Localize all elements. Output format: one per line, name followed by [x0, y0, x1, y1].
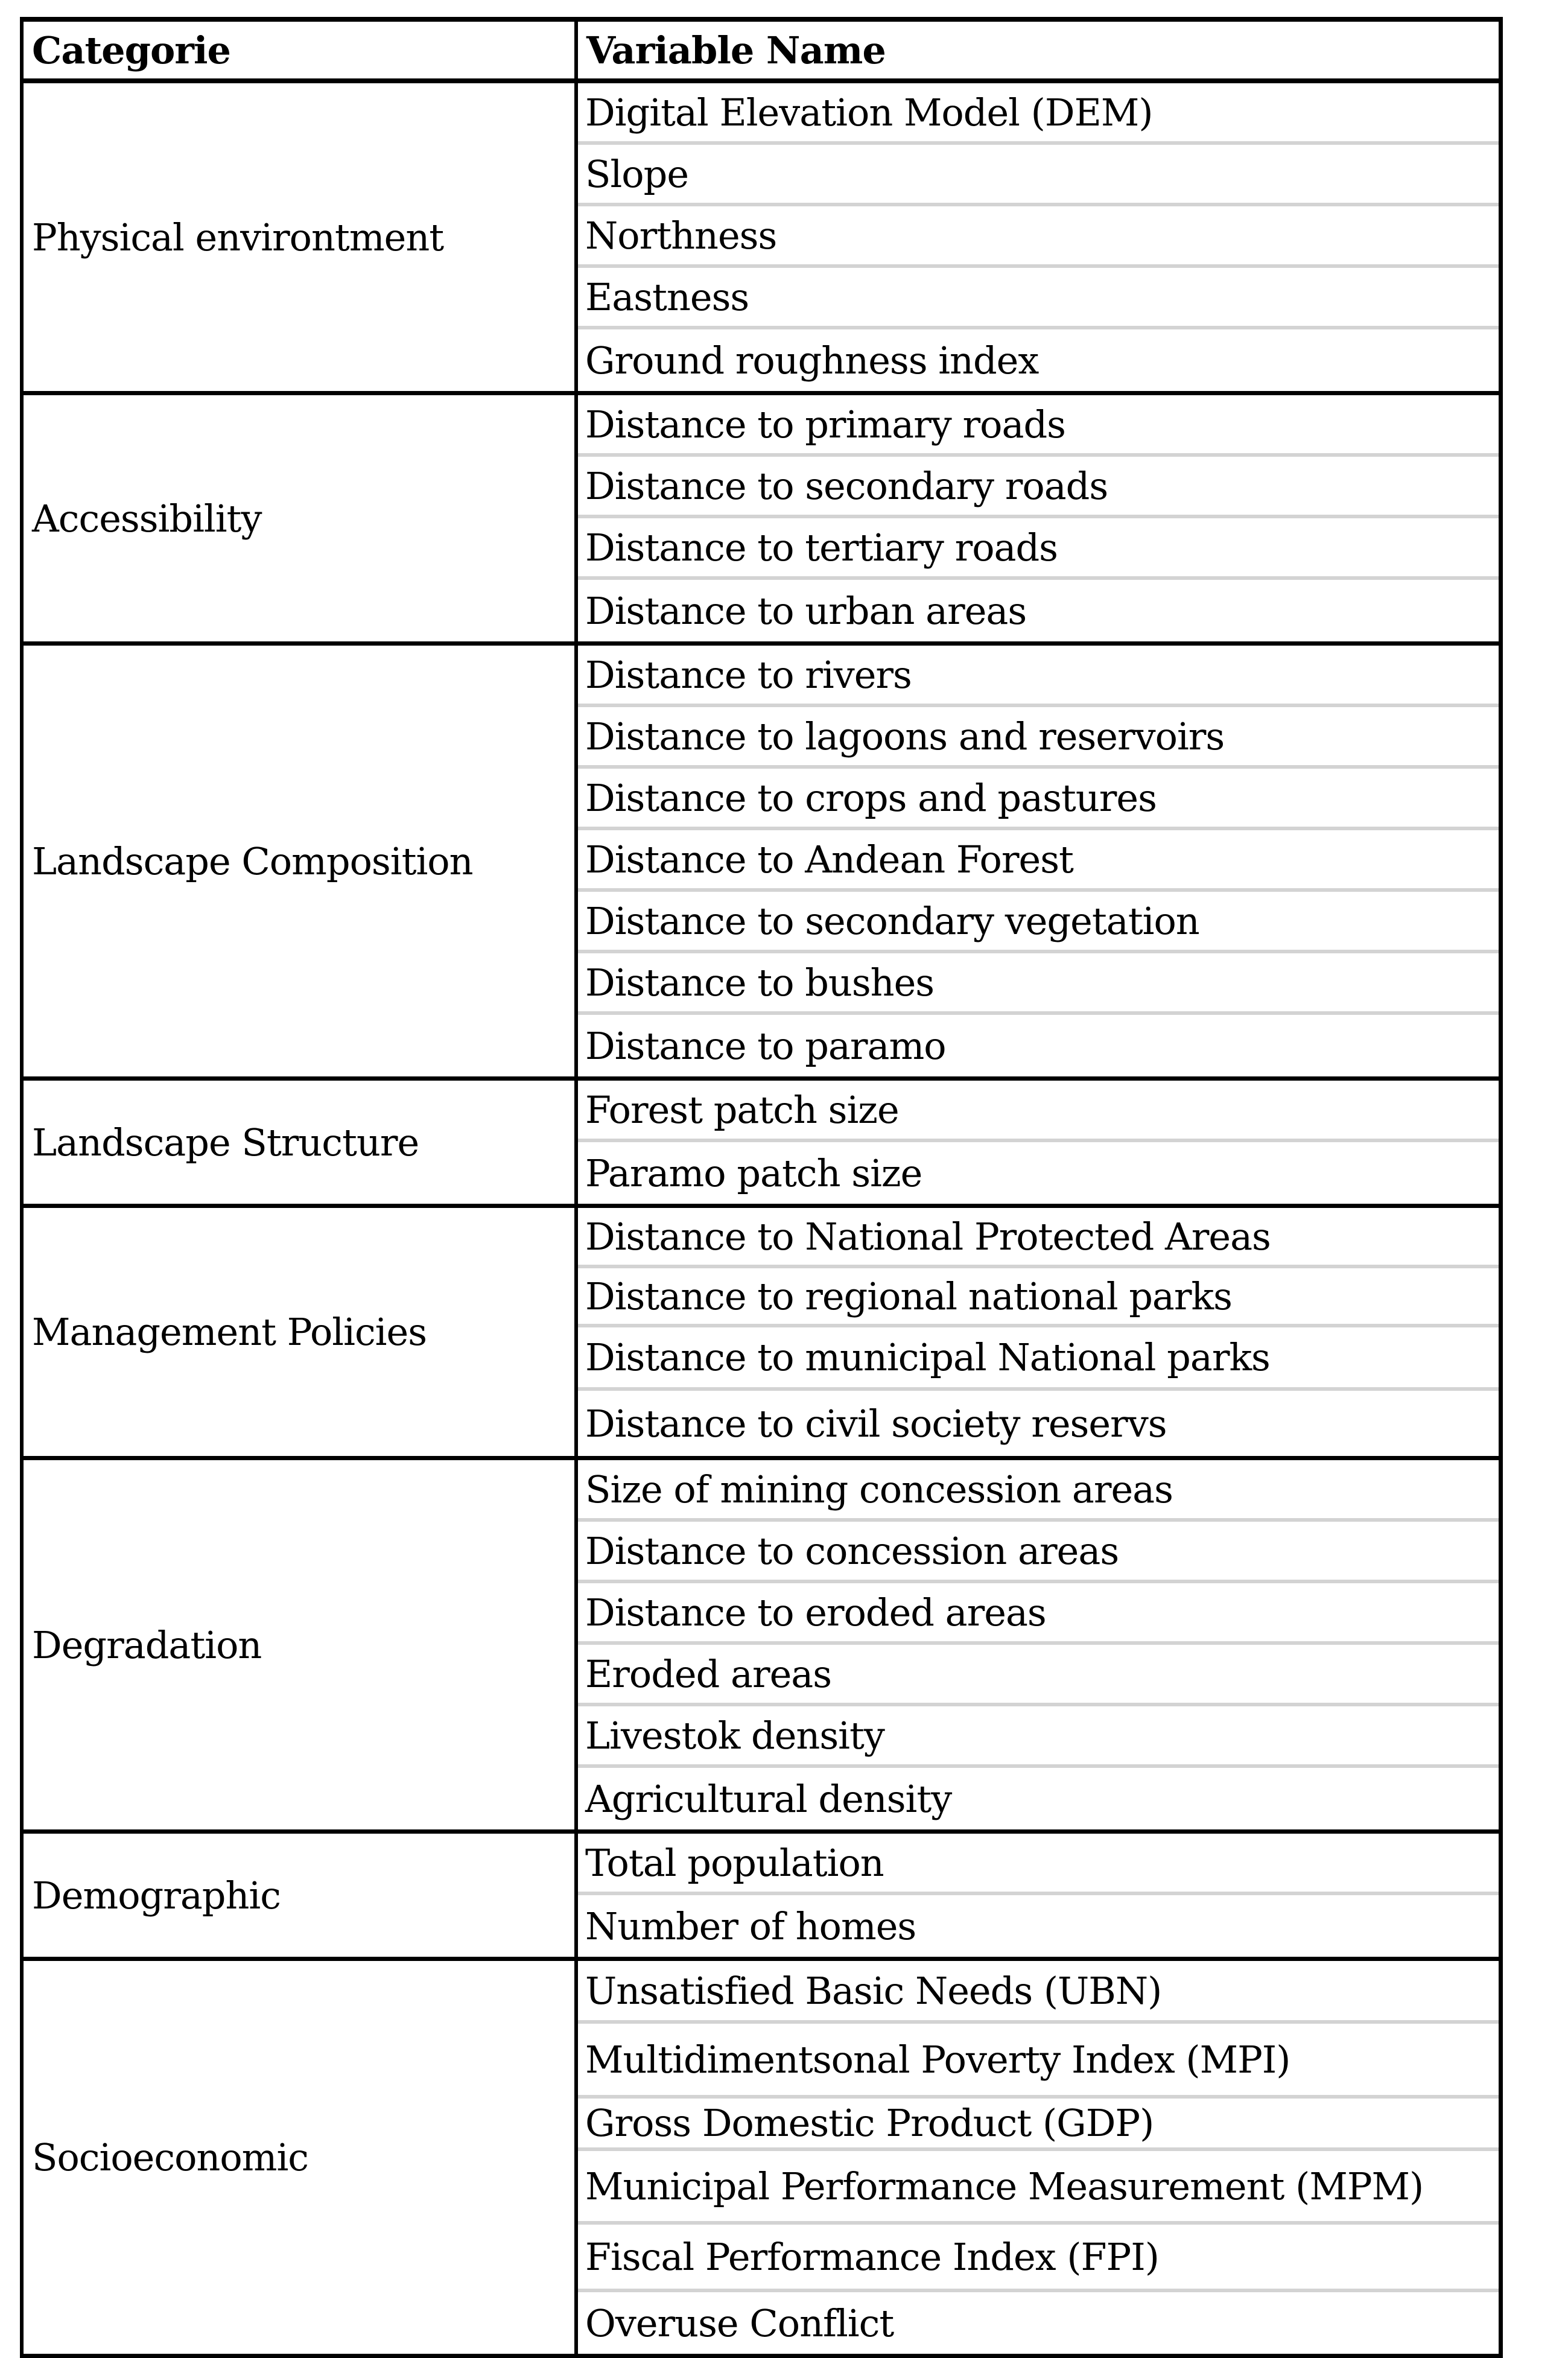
variable-cell: Distance to National Protected Areas [578, 1208, 1499, 1268]
variable-cell: Distance to rivers [578, 646, 1499, 707]
variable-cell: Unsatisfied Basic Needs (UBN) [578, 1961, 1499, 2024]
variable-cell: Paramo patch size [585, 1151, 922, 1195]
variable-cell: Eastness [578, 268, 1499, 329]
variable-cell: Distance to tertiary roads [578, 518, 1499, 580]
variable-cell: Distance to urban areas [585, 588, 1027, 633]
variables-cell-group [578, 1834, 1503, 1957]
variable-cell: Total population [578, 1834, 1499, 1895]
variables-cell-group [578, 1208, 1503, 1456]
variable-cell: Distance to secondary vegetation [578, 892, 1499, 953]
variable-cell: Distance to lagoons and reservoirs [578, 707, 1499, 769]
variable-cell: Livestok density [578, 1706, 1499, 1768]
variable-cell: Distance to paramo [585, 1023, 946, 1068]
table-group-row [20, 1460, 1503, 1834]
variable-cell: Distance to secondary roads [578, 457, 1499, 518]
variable-cell: Agricultural density [585, 1776, 952, 1821]
table-group-row [20, 646, 1503, 1081]
variables-cell-group [578, 1961, 1503, 2354]
variable-cell: Distance to bushes [578, 953, 1499, 1015]
variable-cell: Eroded areas [578, 1645, 1499, 1706]
variables-cell-group [578, 83, 1503, 391]
variable-cell: Distance to primary roads [578, 395, 1499, 457]
variable-cell: Distance to regional national parks [578, 1268, 1499, 1327]
variable-cell: Distance to Andean Forest [578, 830, 1499, 892]
variable-cell: Forest patch size [578, 1081, 1499, 1142]
category-cell: Degradation [20, 1460, 578, 1829]
variables-cell-group [578, 1460, 1503, 1829]
category-cell: Physical environtment [20, 83, 578, 391]
category-cell: Landscape Structure [20, 1081, 578, 1204]
category-cell: Accessibility [20, 395, 578, 641]
variable-cell: Size of mining concession areas [578, 1460, 1499, 1522]
table-group-row [20, 1208, 1503, 1460]
table-group-row [20, 1081, 1503, 1208]
category-cell: Socioeconomic [20, 1961, 578, 2354]
variable-cell: Slope [578, 145, 1499, 206]
variables-cell-group [578, 395, 1503, 641]
variable-cell: Distance to civil society reservs [585, 1401, 1167, 1446]
variables-cell-group [578, 646, 1503, 1076]
header-variable-name: Variable Name [578, 22, 1503, 78]
category-cell: Landscape Composition [20, 646, 578, 1076]
variables-cell-group [578, 1081, 1503, 1204]
table-group-row [20, 83, 1503, 395]
variable-cell: Distance to crops and pastures [578, 769, 1499, 830]
variable-cell: Municipal Performance Measurement (MPM) [578, 2151, 1499, 2225]
variable-cell: Northness [578, 206, 1499, 268]
table-header-row [20, 17, 1503, 83]
variable-cell: Gross Domestic Product (GDP) [578, 2099, 1499, 2151]
category-cell: Management Policies [20, 1208, 578, 1456]
variable-cell: Number of homes [585, 1904, 916, 1948]
variable-cell: Multidimentsonal Poverty Index (MPI) [578, 2024, 1499, 2099]
table-group-row [20, 1961, 1503, 2358]
table-group-row [20, 395, 1503, 646]
variable-cell: Distance to eroded areas [578, 1583, 1499, 1645]
header-category: Categorie [20, 22, 578, 78]
variable-cell: Fiscal Performance Index (FPI) [578, 2225, 1499, 2292]
variable-cell: Distance to municipal National parks [578, 1327, 1499, 1391]
variable-cell: Digital Elevation Model (DEM) [578, 83, 1499, 145]
variable-cell: Overuse Conflict [585, 2301, 894, 2345]
table-body [20, 83, 1503, 2358]
category-cell: Demographic [20, 1834, 578, 1957]
table-group-row [20, 1834, 1503, 1961]
variable-cell: Distance to concession areas [578, 1522, 1499, 1583]
variable-cell: Ground roughness index [585, 338, 1039, 383]
variables-table [20, 17, 1503, 2358]
